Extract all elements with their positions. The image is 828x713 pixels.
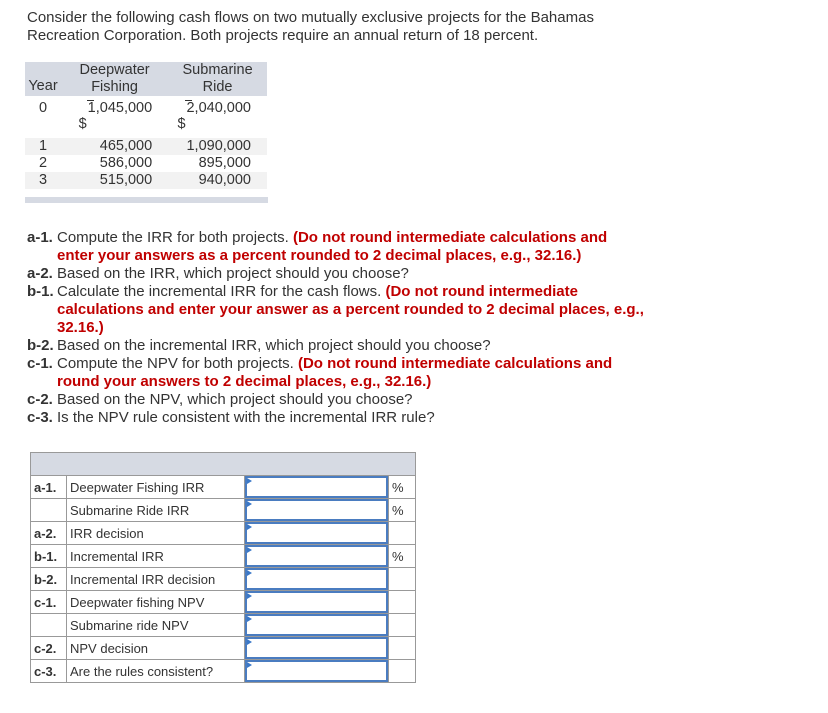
answer-input[interactable] — [245, 499, 388, 521]
answer-description: Incremental IRR — [67, 545, 245, 568]
answer-description: Submarine Ride IRR — [67, 499, 245, 522]
answer-input[interactable] — [245, 614, 388, 636]
answer-input[interactable] — [245, 522, 388, 544]
answer-label: c-2. — [31, 637, 67, 660]
year-cell: 1 — [25, 138, 61, 155]
answer-description: IRR decision — [67, 522, 245, 545]
answer-label: a-1. — [31, 476, 67, 499]
unit-label — [389, 637, 416, 660]
deepwater-cell: 586,000 — [99, 155, 153, 171]
answer-label — [31, 614, 67, 637]
answer-cell — [245, 660, 389, 683]
answer-description: Are the rules consistent? — [67, 660, 245, 683]
unit-label — [389, 568, 416, 591]
answer-label: a-2. — [31, 522, 67, 545]
header-deepwater: Deepwater Fishing — [61, 62, 168, 96]
cash-flow-value: 1,045,000 — [87, 100, 153, 116]
answer-input[interactable] — [245, 637, 388, 659]
deepwater-cell: 465,000 — [61, 138, 168, 155]
question-label: a-2. — [27, 265, 53, 282]
answer-input[interactable] — [245, 591, 388, 613]
unit-label: % — [389, 545, 416, 568]
unit-label — [389, 522, 416, 545]
deepwater-cell: 515,000 — [61, 172, 168, 189]
answer-cell — [245, 499, 389, 522]
answer-row — [31, 499, 416, 522]
answer-cell — [245, 476, 389, 499]
answer-table-header — [31, 453, 416, 476]
answer-cell — [245, 522, 389, 545]
answer-row — [31, 522, 416, 545]
answer-cell — [245, 545, 389, 568]
cash-flow-value: 2,040,000 — [186, 100, 251, 116]
question-text: Compute the IRR for both projects. — [57, 229, 293, 246]
answer-table — [30, 452, 416, 683]
question-text: Based on the IRR, which project should you choose? — [57, 265, 409, 282]
question-item — [27, 283, 647, 337]
answer-row — [31, 637, 416, 660]
answer-cell — [245, 568, 389, 591]
question-text: Based on the NPV, which project should you choose? — [57, 391, 413, 408]
question-label: c-2. — [27, 391, 53, 408]
answer-label: b-2. — [31, 568, 67, 591]
question-instruction: (Do not round intermediate calculations and enter your answer as a percent rounded to 2 decimal places, e.g., 32.16.) — [57, 283, 644, 336]
answer-cell — [245, 637, 389, 660]
question-text: Calculate the incremental IRR for the cash flows. — [57, 283, 386, 300]
question-instruction: (Do not round intermediate calculations and enter your answers as a percent rounded to 2 decimal places, e.g., 32.16.) — [57, 229, 608, 264]
answer-description: NPV decision — [67, 637, 245, 660]
unit-label — [389, 660, 416, 683]
answer-input[interactable] — [245, 476, 388, 498]
answer-description: Deepwater Fishing IRR — [67, 476, 245, 499]
question-item — [27, 265, 647, 283]
negative-bar — [185, 100, 192, 101]
answer-description: Submarine ride NPV — [67, 614, 245, 637]
answer-cell — [245, 614, 389, 637]
answer-input[interactable] — [245, 568, 388, 590]
cash-flow-row — [25, 155, 267, 172]
answer-input[interactable] — [245, 660, 388, 682]
answer-label: c-1. — [31, 591, 67, 614]
input-marker-icon — [247, 639, 252, 645]
answer-row — [31, 614, 416, 637]
answer-label — [31, 499, 67, 522]
question-item — [27, 229, 647, 265]
input-marker-icon — [247, 501, 252, 507]
year-cell: 3 — [25, 172, 61, 189]
input-marker-icon — [247, 593, 252, 599]
question-label: c-3. — [27, 409, 53, 426]
question-item — [27, 391, 647, 409]
cash-flow-row — [25, 172, 267, 189]
input-marker-icon — [247, 616, 252, 622]
question-text: Compute the NPV for both projects. — [57, 355, 298, 372]
year-cell: 2 — [38, 155, 48, 171]
answer-row — [31, 660, 416, 683]
question-label: b-1. — [27, 283, 54, 300]
question-text: Is the NPV rule consistent with the incremental IRR rule? — [57, 409, 435, 426]
answer-cell — [245, 591, 389, 614]
submarine-cell: 940,000 — [168, 172, 267, 189]
question-item — [27, 355, 647, 391]
cash-flow-row — [25, 138, 267, 155]
answer-row — [31, 591, 416, 614]
currency-sign: $ — [177, 116, 186, 132]
answer-row — [31, 545, 416, 568]
input-marker-icon — [247, 524, 252, 530]
negative-bar — [87, 100, 94, 101]
year-cell: 0 — [25, 96, 61, 138]
submarine-cell: 1,090,000 — [168, 138, 267, 155]
header-submarine: Submarine Ride — [168, 62, 267, 96]
question-label: a-1. — [27, 229, 53, 246]
input-marker-icon — [247, 478, 252, 484]
input-marker-icon — [247, 662, 252, 668]
currency-sign: $ — [78, 116, 87, 132]
submarine-cell: 895,000 — [198, 155, 251, 171]
header-year: Year — [25, 62, 61, 96]
question-label: c-1. — [27, 355, 53, 372]
answer-input[interactable] — [245, 545, 388, 567]
answer-row — [31, 476, 416, 499]
answer-label: c-3. — [31, 660, 67, 683]
input-marker-icon — [247, 547, 252, 553]
answer-description: Incremental IRR decision — [67, 568, 245, 591]
unit-label: % — [389, 499, 416, 522]
question-instruction: (Do not round intermediate calculations and round your answers to 2 decimal places, e.g., 32.16.) — [57, 355, 613, 390]
unit-label: % — [389, 476, 416, 499]
question-item — [27, 337, 647, 355]
deepwater-cell — [61, 96, 168, 138]
answer-description: Deepwater fishing NPV — [67, 591, 245, 614]
problem-intro: Consider the following cash flows on two mutually exclusive projects for the Bahamas Recreation Corporation. Both projects require an annual return of 18 percent. — [27, 9, 594, 44]
submarine-cell — [168, 96, 267, 138]
questions — [27, 229, 647, 427]
question-item — [27, 409, 647, 427]
unit-label — [389, 614, 416, 637]
cash-flow-table — [25, 62, 267, 189]
question-label: b-2. — [27, 337, 54, 354]
answer-label: b-1. — [31, 545, 67, 568]
answer-row — [31, 568, 416, 591]
question-text: Based on the incremental IRR, which project should you choose? — [57, 337, 491, 354]
cash-flow-row — [25, 96, 267, 138]
input-marker-icon — [247, 570, 252, 576]
table-bottom-bar — [25, 197, 268, 203]
unit-label — [389, 591, 416, 614]
